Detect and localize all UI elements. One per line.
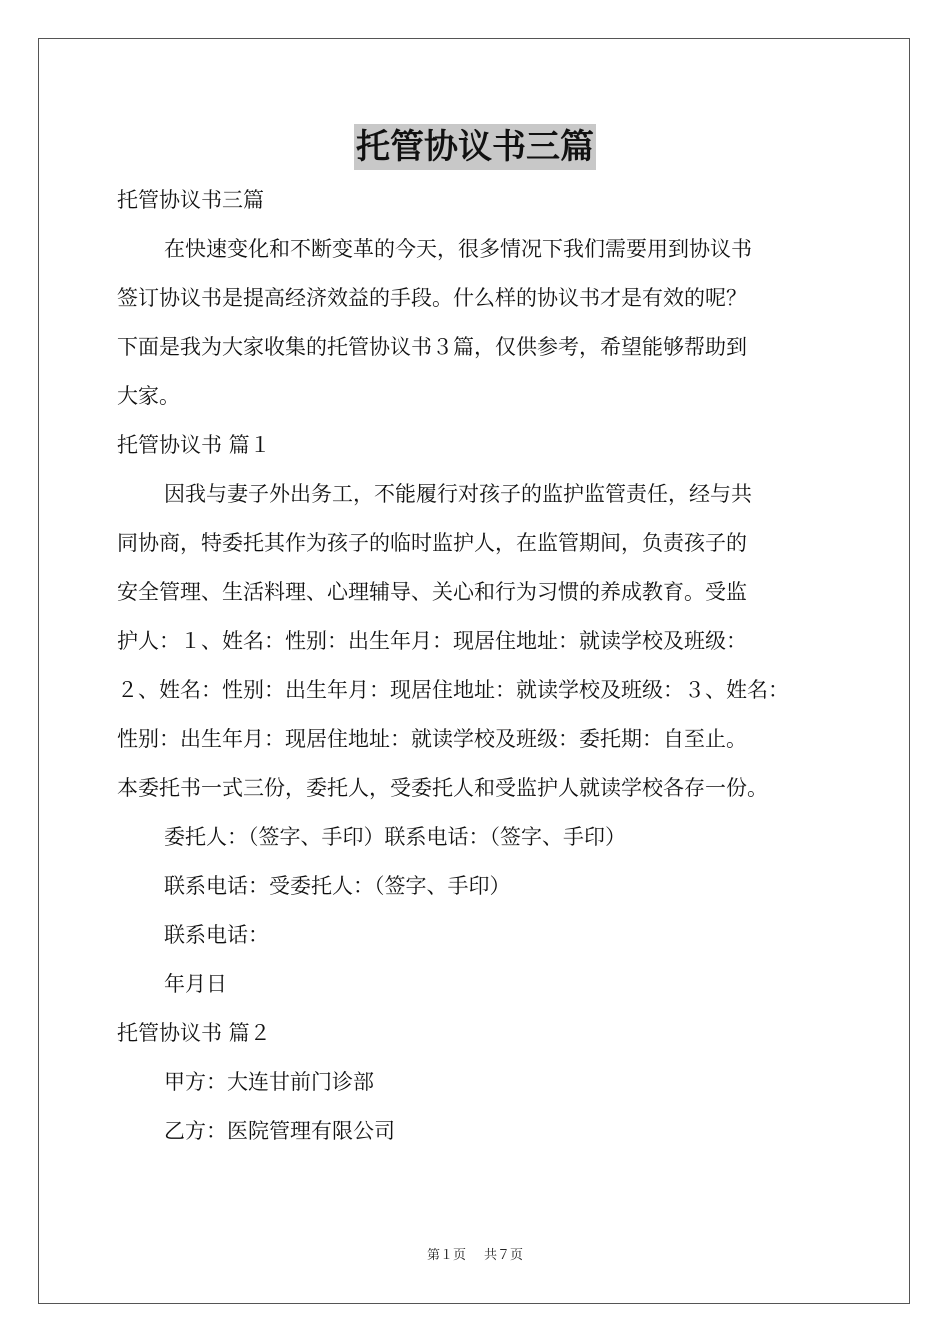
paragraph-line: 护人：１、姓名：性别：出生年月：现居住地址：就读学校及班级： xyxy=(117,629,747,653)
party-b-line: 乙方：医院管理有限公司 xyxy=(164,1119,395,1143)
party-a-line: 甲方：大连甘前门诊部 xyxy=(164,1070,374,1094)
paragraph-line: 安全管理、生活料理、心理辅导、关心和行为习惯的养成教育。受监 xyxy=(117,580,747,604)
document-title: 托管协议书三篇 xyxy=(354,124,596,170)
page-number: 第１页 xyxy=(426,1248,466,1263)
date-line: 年月日 xyxy=(164,972,227,996)
page-footer xyxy=(0,1246,950,1266)
section-heading-1: 托管协议书 篇１ xyxy=(117,433,271,457)
paragraph-line: 下面是我为大家收集的托管协议书３篇，仅供参考，希望能够帮助到 xyxy=(117,335,747,359)
page-total: 共７页 xyxy=(484,1248,524,1263)
paragraph-line: 因我与妻子外出务工，不能履行对孩子的监护监管责任，经与共 xyxy=(164,482,752,506)
paragraph-line: ２、姓名：性别：出生年月：现居住地址：就读学校及班级：３、姓名： xyxy=(117,678,789,702)
signature-line: 联系电话：受委托人：（签字、手印） xyxy=(164,874,511,898)
section-heading-2: 托管协议书 篇２ xyxy=(117,1021,271,1045)
paragraph-line: 在快速变化和不断变革的今天，很多情况下我们需要用到协议书 xyxy=(164,237,752,261)
paragraph-line: 本委托书一式三份，委托人，受委托人和受监护人就读学校各存一份。 xyxy=(117,776,768,800)
signature-line: 联系电话： xyxy=(164,923,269,947)
signature-line: 委托人：（签字、手印）联系电话：（签字、手印） xyxy=(164,825,626,849)
subtitle-line: 托管协议书三篇 xyxy=(117,188,264,212)
title-container xyxy=(0,124,950,170)
paragraph-line: 签订协议书是提高经济效益的手段。什么样的协议书才是有效的呢？ xyxy=(117,286,747,310)
paragraph-line: 同协商，特委托其作为孩子的临时监护人，在监管期间，负责孩子的 xyxy=(117,531,747,555)
document-body xyxy=(117,176,852,1156)
paragraph-line: 性别：出生年月：现居住地址：就读学校及班级：委托期：自至止。 xyxy=(117,727,747,751)
paragraph-line: 大家。 xyxy=(117,384,180,408)
